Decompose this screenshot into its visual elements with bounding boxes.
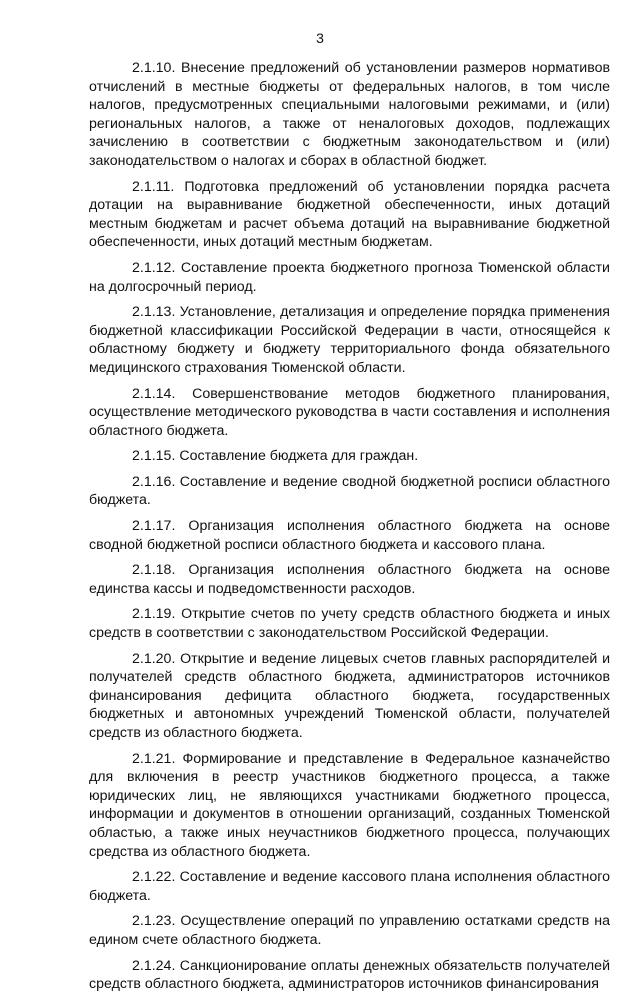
paragraph-text: Формирование и представление в Федеральное казначейство для включения в реестр участников бюджетного процесса, а также юридических лиц, не являющихся участниками бюджетного процесса, информации и документов в отношении организаций, созданных Тюменской областью, а также иных неучастников бюджетного процесса, получающих средства из областного бюджета. xyxy=(89,750,611,860)
paragraph-2-1-20 xyxy=(89,650,610,743)
paragraph-number: 2.1.22. xyxy=(132,869,176,886)
paragraph-2-1-22 xyxy=(89,868,610,905)
paragraph-text: Составление бюджета для граждан. xyxy=(179,448,419,465)
paragraph-number: 2.1.13. xyxy=(132,304,176,321)
paragraph-number: 2.1.24. xyxy=(132,957,176,974)
paragraph-2-1-19 xyxy=(89,605,610,642)
paragraph-text: Внесение предложений об установлении размеров нормативов отчислений в местные бюджеты от федеральных налогов, в том числе налогов, предусмотренных специальными налоговыми режимами, и (или) региональных налогов, а также от неналоговых доходов, подлежащих зачислению в соответствии с бюджетным законодательством и (или) законодательством о налогах и сборах в областной бюджет. xyxy=(89,60,610,169)
paragraph-number: 2.1.21. xyxy=(132,750,176,767)
paragraph-text: Организация исполнения областного бюджета на основе сводной бюджетной росписи областного бюджета и кассового плана. xyxy=(89,518,610,553)
page-number: 3 xyxy=(316,30,324,46)
paragraph-text: Составление и ведение кассового плана исполнения областного бюджета. xyxy=(89,869,610,904)
document-body xyxy=(89,59,610,1001)
paragraph-text: Составление и ведение сводной бюджетной росписи областного бюджета. xyxy=(89,473,610,509)
paragraph-2-1-18 xyxy=(89,561,610,598)
paragraph-number: 2.1.18. xyxy=(132,562,176,579)
paragraph-text: Осуществление операций по управлению остатками средств на едином счете областного бюджета. xyxy=(89,913,610,948)
paragraph-text: Открытие и ведение лицевых счетов главных распорядителей и получателей средств областного бюджета, администраторов источников финансирования дефицита областного бюджета, государственных бюджетных и автономных учреждений Тюменской области, получателей средств из областного бюджета. xyxy=(89,650,610,741)
paragraph-2-1-24 xyxy=(89,957,610,994)
paragraph-text: Открытие счетов по учету средств областного бюджета и иных средств в соответствии с законодательством Российской Федерации. xyxy=(89,606,610,642)
paragraph-text: Установление, детализация и определение порядка применения бюджетной классификации Российской Федерации в части, относящейся к областному бюджету и бюджету территориального фонда обязательного медицинского страхования Тюменской области. xyxy=(89,304,610,376)
paragraph-number: 2.1.14. xyxy=(132,385,176,402)
paragraph-2-1-12 xyxy=(89,259,610,296)
paragraph-text: Организация исполнения областного бюджета на основе единства кассы и подведомственности расходов. xyxy=(89,562,610,597)
paragraph-2-1-11 xyxy=(89,178,610,252)
paragraph-2-1-21 xyxy=(89,750,610,862)
paragraph-number: 2.1.15. xyxy=(132,448,176,465)
paragraph-number: 2.1.23. xyxy=(132,913,176,930)
paragraph-number: 2.1.16. xyxy=(132,473,176,490)
paragraph-2-1-15 xyxy=(89,447,610,466)
paragraph-text: Составление проекта бюджетного прогноза Тюменской области на долгосрочный период. xyxy=(89,259,610,295)
paragraph-text: Подготовка предложений об установлении порядка расчета дотации на выравнивание бюджетной обеспеченности, иных дотаций местным бюджетам и расчет объема дотаций на выравнивание бюджетной обеспеченности, иных дотаций местным бюджетам. xyxy=(89,178,610,251)
paragraph-2-1-16 xyxy=(89,473,610,510)
paragraph-text: Совершенствование методов бюджетного планирования, осуществление методического руководства в части составления и исполнения областного бюджета. xyxy=(89,385,610,439)
paragraph-number: 2.1.11. xyxy=(132,178,175,195)
paragraph-number: 2.1.12. xyxy=(132,259,176,276)
paragraph-number: 2.1.10. xyxy=(132,60,176,76)
paragraph-2-1-23 xyxy=(89,912,610,949)
paragraph-number: 2.1.20. xyxy=(132,650,176,667)
paragraph-number: 2.1.19. xyxy=(132,606,176,623)
paragraph-2-1-13 xyxy=(89,303,610,377)
paragraph-2-1-17 xyxy=(89,517,610,554)
paragraph-text: Санкционирование оплаты денежных обязательств получателей средств областного бюджета, администраторов источников финансирования xyxy=(89,957,610,993)
paragraph-2-1-14 xyxy=(89,385,610,441)
paragraph-2-1-10 xyxy=(89,59,610,171)
paragraph-number: 2.1.17. xyxy=(132,518,176,535)
